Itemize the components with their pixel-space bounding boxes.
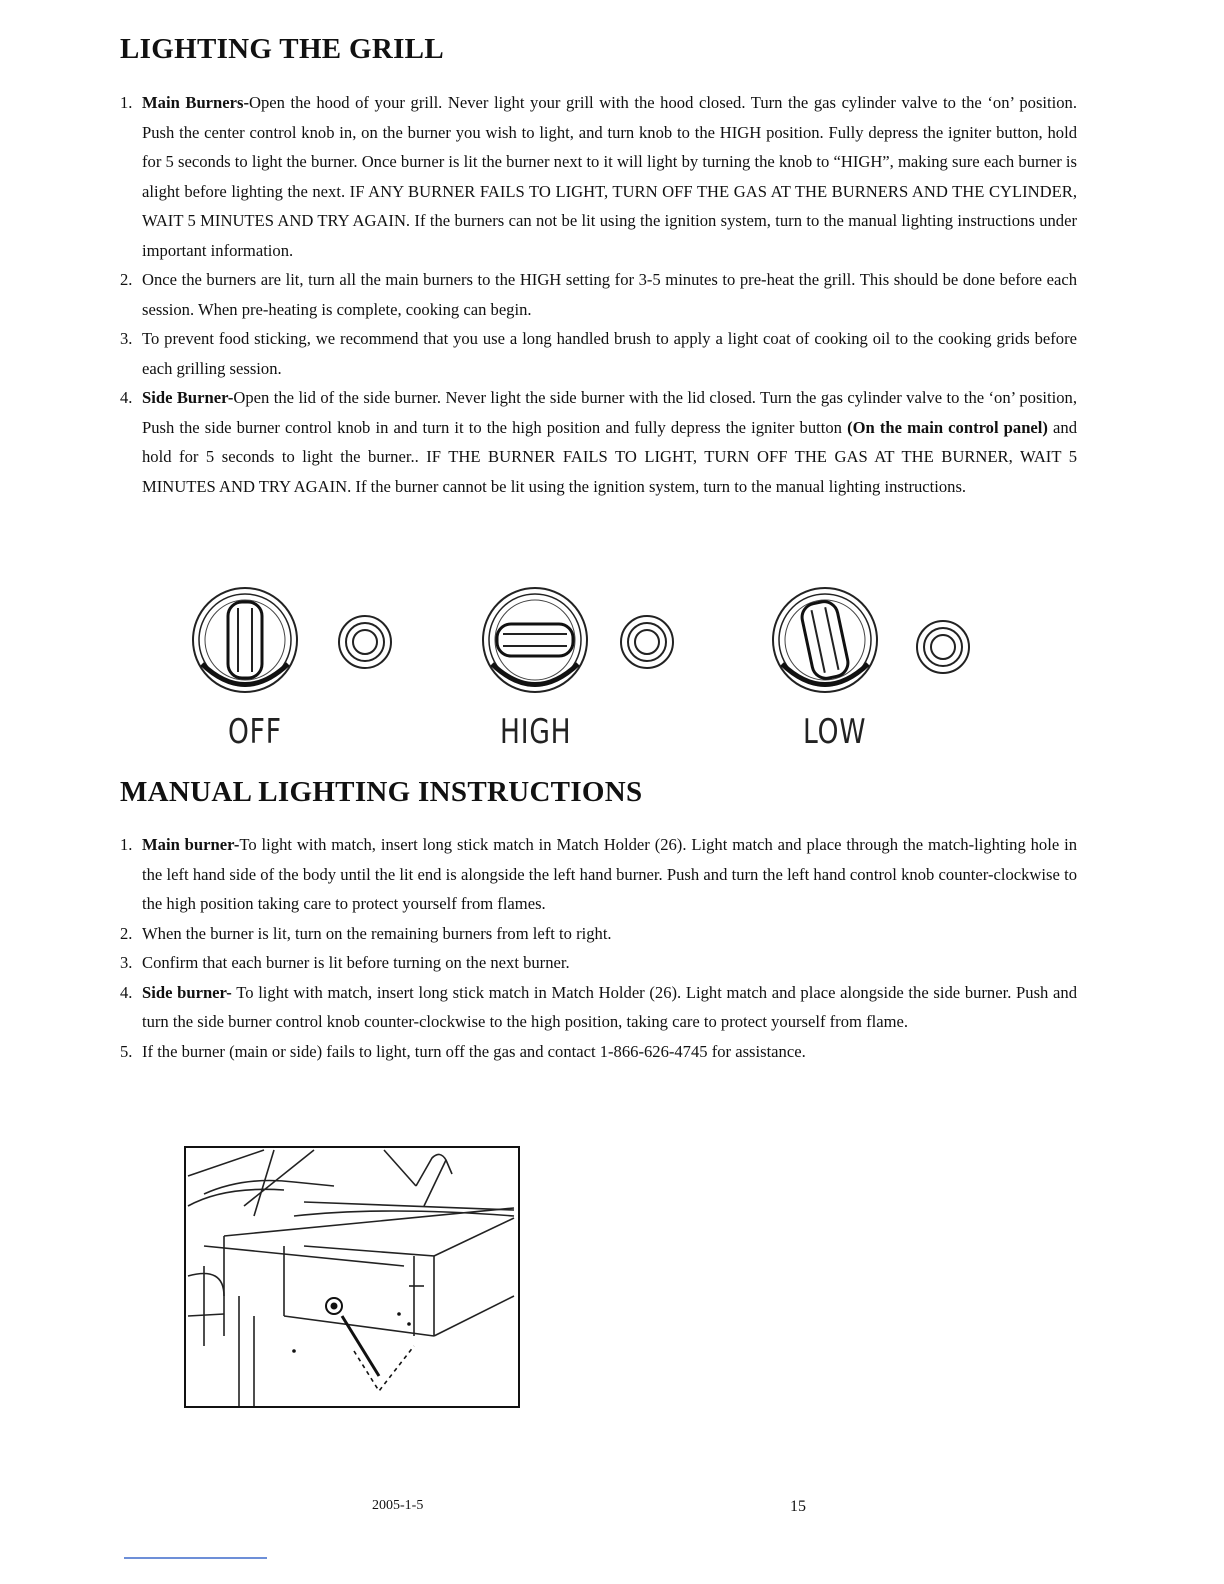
- list-item: 4. Side burner- To light with match, insert long stick match in Match Holder (26). Light match and place alongside the side burner. Push and turn the side burner control knob counter-clockwise to the high position, taking care to protect yourself from flame.: [120, 982, 1077, 1031]
- section-title-lighting: LIGHTING THE GRILL: [120, 33, 444, 65]
- list-item: 3. Confirm that each burner is lit before turning on the next burner.: [120, 953, 570, 972]
- knob-label-off: OFF: [228, 712, 282, 752]
- section-title-manual-lighting: MANUAL LIGHTING INSTRUCTIONS: [120, 776, 643, 808]
- list-item: 2. Once the burners are lit, turn all the main burners to the HIGH setting for 3-5 minutes to pre-heat the grill. This should be done before each session. When pre-heating is complete, cooking can begin.: [120, 270, 1077, 319]
- list-item: 1. Main Burners-Open the hood of your grill. Never light your grill with the hood closed. Turn the gas cylinder valve to the ‘on’ position. Push the center control knob in, on the burner you wish to light, and turn knob to the HIGH position. Fully depress the igniter button, hold for 5 seconds to light the burner. Once burner is lit the burner next to it will light by turning the knob to “HIGH”, making sure each burner is alight before lighting the next. IF ANY BURNER FAILS TO LIGHT, TURN OFF THE GAS AT THE BURNERS AND THE CYLINDER, WAIT 5 MINUTES AND TRY AGAIN. If the burners can not be lit using the ignition system, turn to the manual lighting instructions under important information.: [120, 93, 1077, 260]
- page-number: 15: [790, 1498, 806, 1515]
- knob-label-low: LOW: [803, 712, 867, 752]
- divider-line: [124, 1557, 267, 1559]
- knob-label-high: HIGH: [500, 712, 572, 752]
- list-item: 3. To prevent food sticking, we recommend that you use a long handled brush to apply a light coat of cooking oil to the cooking grids before each grilling session.: [120, 329, 1077, 378]
- manual-lighting-steps: [112, 830, 1077, 1066]
- knob-off-icon: [190, 580, 410, 710]
- footer-date: 2005-1-5: [372, 1498, 424, 1513]
- list-item: 4. Side Burner-Open the lid of the side burner. Never light the side burner with the lid closed. Turn the gas cylinder valve to the ‘on’ position, Push the side burner control knob in and turn it to the high position and fully depress the igniter button (On the main control panel) and hold for 5 seconds to light the burner.. IF THE BURNER FAILS TO LIGHT, TURN OFF THE GAS AT THE BURNER, WAIT 5 MINUTES AND TRY AGAIN. If the burner cannot be lit using the ignition system, turn to the manual lighting instructions.: [120, 388, 1078, 496]
- list-item: 1. Main burner-To light with match, insert long stick match in Match Holder (26). Light match and place through the match-lighting hole in the left hand side of the body until the lit end is alongside the left hand burner. Push and turn the left hand control knob counter-clockwise to the high position taking care to protect yourself from flames.: [120, 835, 1078, 913]
- knob-low-icon: [765, 580, 985, 710]
- knob-high-icon: [475, 580, 695, 710]
- match-holder-illustration: [184, 1146, 520, 1408]
- list-item: 5. If the burner (main or side) fails to light, turn off the gas and contact 1-866-626-4745 for assistance.: [120, 1041, 806, 1061]
- list-item: 2. When the burner is lit, turn on the remaining burners from left to right.: [120, 923, 612, 943]
- lighting-steps: [112, 88, 1077, 501]
